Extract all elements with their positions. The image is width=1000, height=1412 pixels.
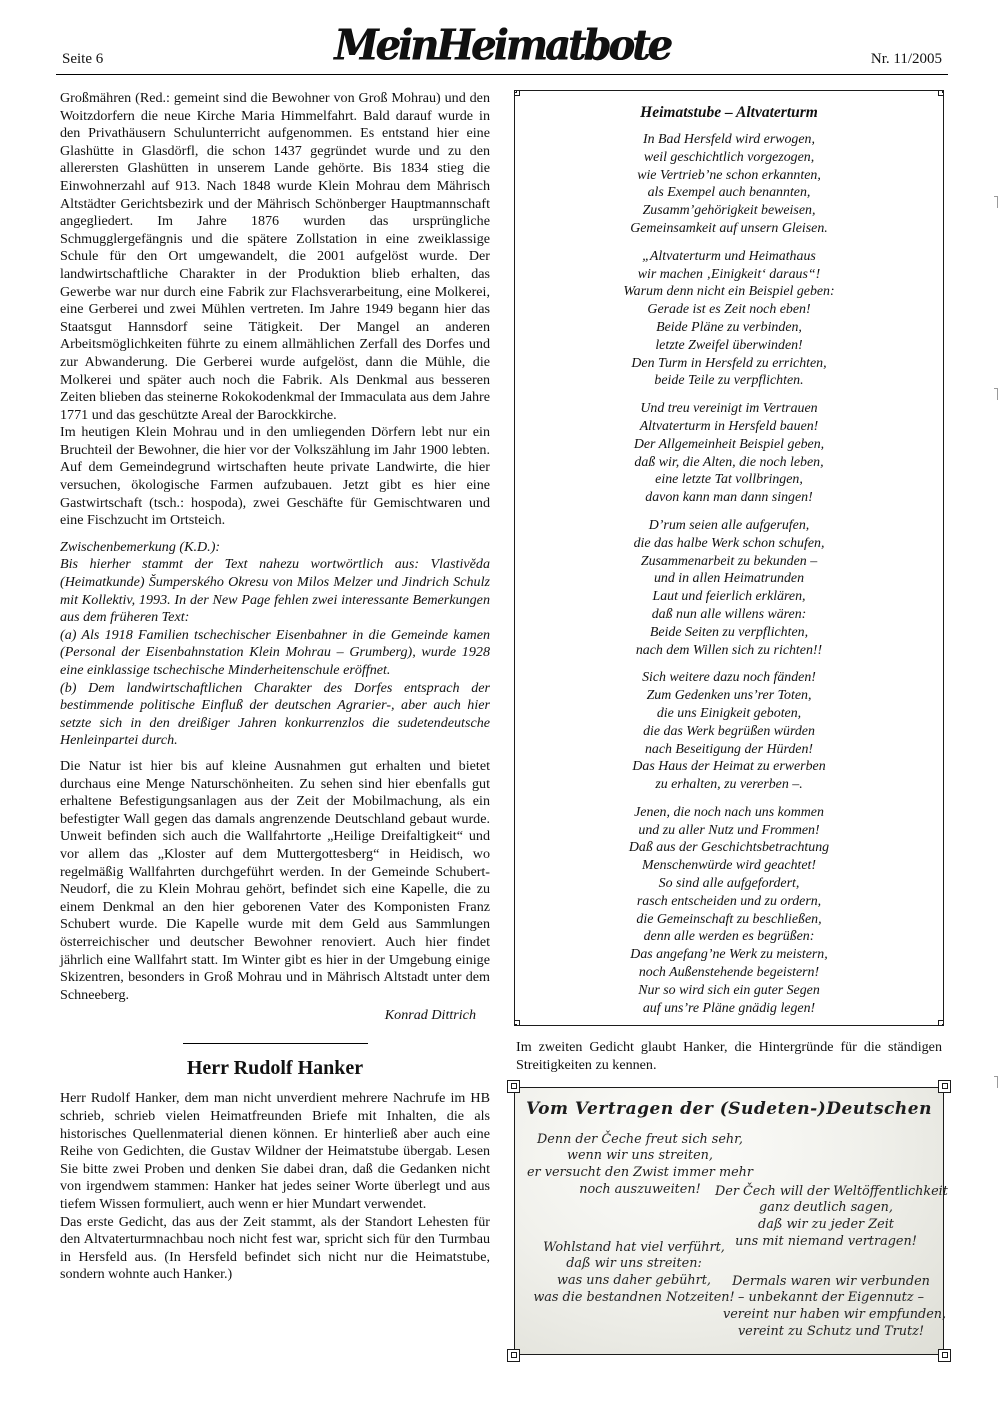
verse-line: Denn der Čeche freut sich sehr, [537, 1131, 743, 1147]
verse-line: Zusamm’gehörigkeit beweisen, [642, 203, 816, 219]
editorial-note [60, 539, 490, 750]
section-divider-rule [183, 1043, 368, 1044]
frame-corner-ornament [938, 1080, 951, 1093]
verse-line: Menschenwürde wird geachtet! [641, 858, 817, 874]
editorial-note-paragraph: (a) Als 1918 Familien tschechischer Eisenbahner in die Gemeinde kamen (Personal der Eisenbahnstation Klein Mohrau – Grumberg), wurde 1928 eine einklassige tschechische Minderheitenschule eröffnet. [60, 626, 490, 678]
header-divider-rule [56, 74, 948, 75]
verse-line: nach Beseitigung der Hürden! [644, 741, 814, 757]
masthead-logo: MeinHeimatbote [334, 20, 670, 71]
verse-line: Laut und feierlich erklären, [652, 589, 806, 605]
verse-line: wir machen ‚Einigkeit‘ daraus“! [637, 266, 821, 282]
verse-line: vereint nur haben wir empfunden, [723, 1307, 947, 1323]
verse-line: die Gemeinschaft zu beschließen, [636, 911, 822, 927]
verse-line: und in allen Heimatrunden [653, 571, 805, 587]
verse-line: Gemeinsamkeit auf unsern Gleisen. [630, 220, 828, 236]
verse-line: beide Teile zu verpflichten. [654, 373, 804, 389]
poem-box-vom-vertragen [514, 1087, 948, 1355]
verse-line: zu erhalten, zu vererben –. [655, 777, 803, 793]
verse-line: Sich weitere dazu noch fänden! [642, 670, 816, 686]
verse-line: die uns Einigkeit geboten, [656, 705, 802, 721]
article-paragraph: Herr Rudolf Hanker, dem man nicht unverdient mehrere Nachrufe im HB schrieb, schrieb vielen Heimatfreunden Briefe mit Inhalten, die als historisches Quellenmaterial dienen können. Er hinterließ aber auch eine Reihe von Gedichten, die Gustav Wildner der Heimatstube übergab. Lesen Sie bitte zwei Proben und denken Sie dabei dran, daß die Gedanken nicht von irgendwem stammen: Hanker hat jedes seiner Worte überlegt und aus tiefem Wissen formuliert, auch wenn er hier Mundart verwendet. [60, 1090, 490, 1213]
verse-line: Altvaterturm in Hersfeld bauen! [639, 418, 819, 434]
article-title: Herr Rudolf Hanker [186, 1056, 364, 1079]
verse-line: und zu aller Nutz und Frommen! [638, 822, 820, 838]
verse-line: daß wir uns streiten: [566, 1256, 702, 1272]
page-body [60, 90, 948, 1355]
page-number: Seite 6 [62, 51, 104, 67]
verse-line: die das Werk begrüßen würden [643, 723, 815, 739]
verse-line: eine letzte Tat vollbringen, [655, 472, 803, 488]
verse-line: vereint zu Schutz und Trutz! [737, 1323, 925, 1339]
verse-line: „Altvaterturm und Heimathaus [642, 248, 816, 264]
verse-line: Zusammenarbeit zu bekunden – [640, 553, 818, 569]
verse-line: Gerade ist es Zeit noch eben! [647, 302, 811, 318]
verse-line: Nur so wird sich ein guter Segen [638, 982, 820, 998]
verse-line: Der Čech will der Weltöffentlichkeit [715, 1183, 948, 1199]
verse-line: er versucht den Zwist immer mehr [526, 1165, 754, 1181]
verse-line: daß nun alle willens wären: [651, 606, 807, 622]
verse-line: Zum Gedenken uns’rer Toten, [646, 688, 812, 704]
issue-number: Nr. 11/2005 [870, 51, 942, 67]
poem-box-altvaterturm [514, 90, 944, 1026]
article-paragraph: Die Natur ist hier bis auf kleine Ausnahmen gut erhalten und bietet durchaus eine Menge Naturschönheiten. Zu sehen sind hier ebenfalls gut erhaltene Befestigungsanlagen aus der Zeit der Mobilmachung, als ein befestigter Wall gegen das damals angrenzende Deutschland gebaut wurde. Unweit befinden sich auch die Wallfahrtorte „Heilige Dreifaltigkeit“ und vor allem das „Kloster auf dem Muttergottesberg“ in Heidisch, wo regelmäßig Wallfahrten durchgeführt werden. In der Gemeinde Schubert-Neudorf, die zu Klein Mohrau gehört, befindet sich eine Kapelle, die zu einem Denkmal an den hier geborenen Vater des Komponisten Franz Schubert wurde. Die Kapelle wurde mit dem Geld aus Sammlungen österreichischer und deutscher Bewohner renoviert. Auch hier findet jährlich eine Wallfahrt statt. Im Winter gibt es hier in der Umgebung einige Skizentren, besonders in Groß Mohrau und in Mährisch Altstadt unter dem Schneeberg. [60, 757, 490, 1003]
page-header [60, 20, 944, 72]
frame-corner-ornament [507, 1349, 520, 1362]
verse-line: als Exempel auch benannten, [647, 185, 811, 201]
frame-corner-ornament [938, 1020, 944, 1026]
verse-line: In Bad Hersfeld wird erwogen, [643, 132, 815, 147]
frame-corner-ornament [938, 90, 944, 96]
verse-line: Warum denn nicht ein Beispiel geben: [623, 284, 835, 300]
verse-line: Dermals waren wir verbunden [732, 1273, 930, 1289]
editorial-lead-in: Im zweiten Gedicht glaubt Hanker, die Hintergründe für die ständigen Streitigkeiten zu kennen. [516, 1039, 942, 1073]
poem-stanza [523, 248, 935, 390]
left-column [60, 90, 490, 1355]
verse-line: Daß aus der Geschichtsbetrachtung [628, 840, 830, 856]
verse-line: daß wir, die Alten, die noch leben, [634, 454, 824, 470]
verse-line: was uns daher gebührt, [557, 1273, 711, 1289]
article-paragraph: Das erste Gedicht, das aus der Zeit stammt, als der Standort Lehesten für den Altvaterturmnachbau noch nicht fest war, spricht sich für den Turmbau in Hersfeld aus. (In Hersfeld befindet sich nicht nur die Heimatstube, sondern wohnte auch Hanker.) [60, 1213, 490, 1283]
verse-line: noch Außenstehende begeistern! [638, 965, 820, 981]
editorial-note-heading: Zwischenbemerkung (K.D.): [60, 538, 221, 555]
verse-line: Beide Pläne zu verbinden, [656, 319, 802, 335]
script-poem-stanza [523, 1240, 745, 1307]
edge-registration-mark [994, 1076, 998, 1088]
verse-line: Der Allgemeinheit Beispiel geben, [633, 436, 825, 452]
frame-corner-ornament [514, 90, 520, 96]
frame-corner-ornament [507, 1080, 520, 1093]
verse-line: Beide Seiten zu verpflichten, [649, 624, 809, 640]
verse-line: was die bestandnen Notzeiten! [533, 1289, 735, 1305]
verse-line: nach dem Willen sich zu richten!! [635, 642, 823, 658]
verse-line: Und treu vereinigt im Vertrauen [640, 401, 818, 417]
poem-stanza [523, 669, 935, 794]
verse-line: So sind alle aufgefordert, [658, 876, 800, 892]
verse-line: Das angefang’ne Werk zu meistern, [630, 947, 828, 963]
script-poem-stanza [723, 1273, 947, 1341]
verse-line: uns mit niemand vertragen! [735, 1233, 917, 1249]
right-column [514, 90, 948, 1355]
article-paragraph: Großmähren (Red.: gemeint sind die Bewohner von Groß Mohrau) und den Woitzdorfern die neue Kirche Maria Himmelfahrt. Bald darauf wurde in den Privathäusern Schulunterricht aufgenommen. Es entstand hier eine Glashütte in Glasdörfl, die schon 1437 gegründet wurde und zu den allerersten Glashütten in unserem Lande gehörte. Bis 1834 stieg die Einwohnerzahl auf 913. Nach 1848 wurde Klein Mohrau dem Mährisch Altstädter Gerichtsbezirk und der Mährisch Schönberger Hauptmannschaft angegliedert. Im Jahre 1876 wurden das ursprüngliche Schmugglergefängnis und die spätere Zollstation in eine zweiklassige Schule für den Ort umgewandelt, die 2001 aufgelöst wurde. Der landwirtschaftliche Charakter in der Produktion blieb erhalten, das Gewerbe war nur durch eine Fabrik zur Flachsverarbeitung, eine Molkerei, eine Gerberei und zwei Mühlen vertreten. Im Jahre 1949 begann hier das Staatsgut Hannsdorf seine Tätigkeit. Der Mangel an anderen Arbeitsmöglichkeiten führte zu einem allmählichen Zerfall des Dorfes und zur Abwanderung. Die Gerberei wurde aufgelöst, dann die Mühle, die Molkerei und später auch noch die Fabrik. Als Denkmal aus besseren Zeiten blieben das steinerne Rokokodenkmal der Immaculata aus dem Jahre 1771 und das geschützte Areal der Barockkirche. [60, 90, 490, 423]
edge-registration-mark [994, 388, 998, 400]
poem-stanza [523, 517, 935, 659]
verse-line: daß wir zu jeder Zeit [758, 1217, 894, 1233]
verse-line: letzte Zweifel überwinden! [655, 337, 803, 353]
verse-line: die das halbe Werk schon schufen, [633, 535, 825, 551]
verse-line: Jenen, die noch nach uns kommen [634, 804, 824, 820]
verse-line: weil geschichtlich vorgezogen, [643, 149, 815, 165]
verse-line: ganz deutlich sagen, [759, 1200, 893, 1216]
verse-line: wie Vertrieb’ne schon erkannten, [637, 167, 821, 183]
verse-line: denn alle werden es begrüßen: [643, 929, 815, 945]
article-paragraph: Im heutigen Klein Mohrau und in den umliegenden Dörfern lebt nur ein Bruchteil der Bewohner, die hier vor der Volkszählung im Jahr 1900 lebten. Auf dem Gemeindegrund wirtschaften heute private Landwirte, die hier versuchen, ökologische Farmen aufzubauen. Jetzt gibt es hier eine Gastwirtschaft (tsch.: hospoda), zwei Geschäfte für Gemischtwaren und eine Fischzucht im Ortsteich. [60, 424, 490, 529]
poem-stanza [523, 131, 935, 238]
verse-line: Wohlstand hat viel verführt, [543, 1239, 725, 1255]
verse-line: Das Haus der Heimat zu erwerben [632, 759, 826, 775]
verse-line: wenn wir uns streiten, [567, 1148, 713, 1164]
edge-registration-mark [994, 196, 998, 208]
verse-line: davon kann man dann singen! [645, 490, 813, 506]
verse-line: Den Turm in Hersfeld zu errichten, [631, 355, 827, 371]
poem-stanza [523, 400, 935, 507]
editorial-note-paragraph: (b) Dem landwirtschaftlichen Charakter des Dorfes entsprach der bestimmende politische Einfluß der deutschen Agrarier-, aber auch hier setzte sich in den dreißiger Jahren konkurrenzlos die sudetendeutsche Henleinpartei durch. [60, 679, 490, 749]
verse-line: rasch entscheiden und zu ordern, [636, 893, 822, 909]
author-signature: Konrad Dittrich [384, 1007, 476, 1024]
editorial-note-paragraph: Bis hierher stammt der Text nahezu wortwörtlich aus: Vlastivěda (Heimatkunde) Šumperského Okresu von Milos Melzer und Jindrich Schulz mit Kollektiv, 1993. In der New Page fehlen zwei interessante Bemerkungen aus dem früheren Text: [60, 556, 490, 626]
verse-line: noch auszuweiten! [579, 1181, 701, 1197]
verse-line: auf uns’re Pläne gnädig legen! [642, 1000, 816, 1016]
script-poem-title: Vom Vertragen der (Sudeten-)Deutschen [526, 1098, 932, 1119]
verse-line: D’rum seien alle aufgerufen, [648, 517, 810, 533]
verse-line: – unbekannt der Eigennutz – [737, 1290, 925, 1306]
poem-stanza [523, 804, 935, 1018]
script-poem-stanza [715, 1183, 948, 1251]
poem-title: Heimatstube – Altvaterturm [640, 104, 818, 121]
frame-corner-ornament [938, 1349, 951, 1362]
frame-corner-ornament [514, 1020, 520, 1026]
